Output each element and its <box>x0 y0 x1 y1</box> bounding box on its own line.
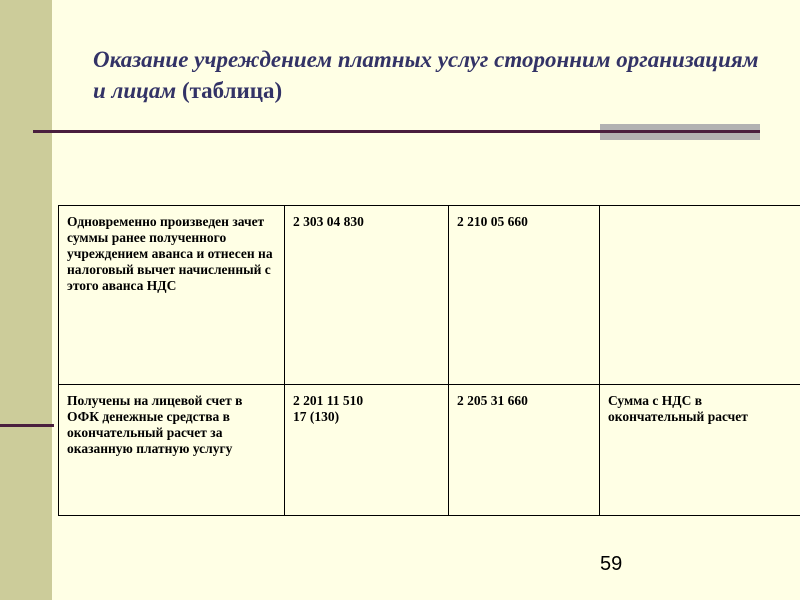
row-debit-account <box>285 385 449 516</box>
title-rule-block-line <box>600 130 760 133</box>
slide-title-italic: Оказание учреждением платных услуг сторонним организациям и лицам <box>93 47 759 103</box>
row-note <box>600 206 800 385</box>
debit-line: 2 303 04 830 <box>293 214 364 229</box>
debit-line: 17 (130) <box>293 409 340 424</box>
page-number: 59 <box>600 553 623 575</box>
table-row <box>59 206 800 385</box>
left-decor-band <box>0 0 52 600</box>
debit-line: 2 201 11 510 <box>293 393 364 408</box>
slide-title <box>93 44 773 106</box>
row-credit-account: 2 205 31 660 <box>449 385 600 516</box>
left-band-accent-line <box>0 424 54 427</box>
row-description: Получены на лицевой счет в ОФК денежные средства в окончательный расчет за оказанную платную услугу <box>59 385 285 516</box>
row-credit-account: 2 210 05 660 <box>449 206 600 385</box>
slide-title-suffix: (таблица) <box>176 78 283 103</box>
accounting-table <box>58 205 800 516</box>
row-debit-account <box>285 206 449 385</box>
row-note: Сумма с НДС в окончательный расчет <box>600 385 800 516</box>
row-description: Одновременно произведен зачет суммы ранее полученного учреждением аванса и отнесен на налоговый вычет начисленный с этого аванса НДС <box>59 206 285 385</box>
table-row <box>59 385 800 516</box>
